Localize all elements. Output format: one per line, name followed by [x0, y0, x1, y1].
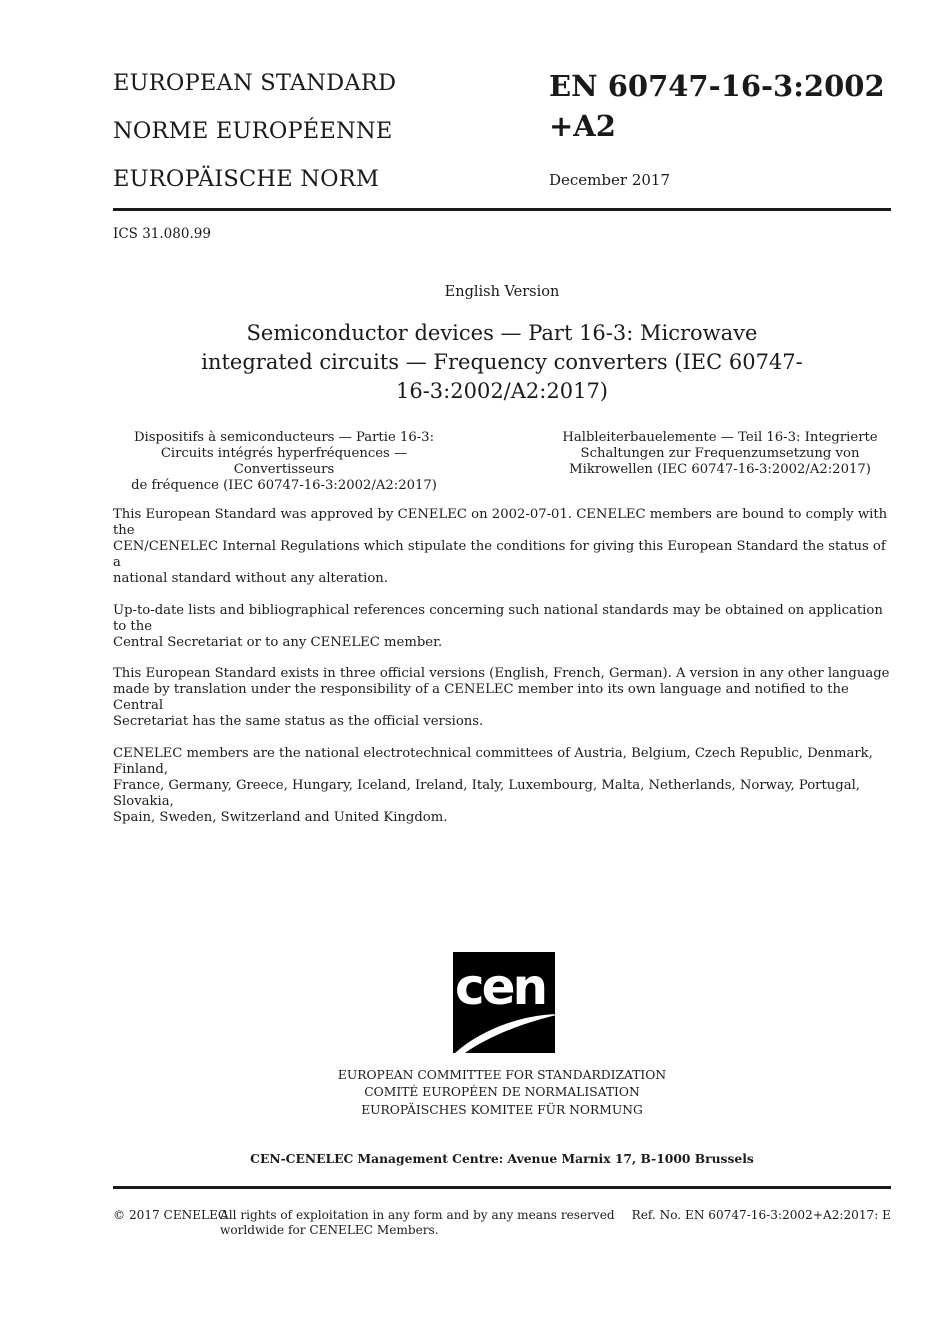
paragraph-line: Secretariat has the same status as the official versions.: [113, 714, 484, 729]
rights-line: worldwide for CENELEC Members.: [220, 1223, 439, 1237]
french-title-line: de fréquence (IEC 60747-16-3:2002/A2:2017): [131, 478, 437, 493]
paragraph-line: CENELEC members are the national electrotechnical committees of Austria, Belgium, Czech Republic, Denmark, Finland,: [113, 745, 873, 777]
document-number-amendment: +A2: [549, 109, 616, 143]
paragraph-line: Up-to-date lists and bibliographical references concerning such national standards may be obtained on application to the: [113, 602, 883, 634]
paragraph-line: national standard without any alteration.: [113, 571, 388, 586]
footer-rule: [113, 1186, 891, 1189]
document-number: [549, 66, 885, 146]
rights-statement: [220, 1208, 615, 1238]
paragraph-line: This European Standard exists in three official versions (English, French, German). A version in any other language: [113, 666, 890, 681]
german-title-line: Schaltungen zur Frequenzumsetzung von: [580, 446, 860, 461]
standard-name-de: EUROPÄISCHE NORM: [113, 166, 380, 192]
version-label: English Version: [444, 284, 560, 300]
reference-number: Ref. No. EN 60747-16-3:2002+A2:2017: E: [631, 1208, 891, 1222]
paragraph-line: Central Secretariat or to any CENELEC member.: [113, 634, 443, 650]
management-centre: CEN-CENELEC Management Centre: Avenue Marnix 17, B-1000 Brussels: [250, 1151, 754, 1166]
ics-code: ICS 31.080.99: [113, 226, 211, 242]
committee-names: [300, 1067, 704, 1119]
french-title: [113, 430, 455, 494]
paragraph-line: made by translation under the responsibility of a CENELEC member into its own language and notified to the Central: [113, 682, 849, 713]
paragraph-line: France, Germany, Greece, Hungary, Iceland, Ireland, Italy, Luxembourg, Malta, Netherlands, Norway, Portugal, Slovakia,: [113, 777, 860, 809]
committee-name-fr: COMITÉ EUROPÉEN DE NORMALISATION: [364, 1085, 640, 1100]
french-title-line: Dispositifs à semiconducteurs — Partie 16-3:: [133, 430, 435, 445]
paragraph-line: This European Standard was approved by CENELEC on 2002-07-01. CENELEC members are bound to comply with the: [113, 507, 888, 538]
versions-paragraph: [113, 666, 891, 730]
cen-logo-icon: [453, 952, 555, 1053]
german-title-line: Halbleiterbauelemente — Teil 16-3: Integrierte: [562, 430, 878, 445]
committee-name-en: EUROPEAN COMMITTEE FOR STANDARDIZATION: [337, 1068, 667, 1082]
approval-paragraph: [113, 507, 891, 587]
document-title: [150, 319, 854, 406]
body-text: [113, 507, 891, 841]
german-title: [549, 430, 891, 478]
title-line: 16-3:2002/A2:2017): [395, 379, 608, 403]
members-paragraph: [113, 746, 891, 826]
german-title-line: Mikrowellen (IEC 60747-16-3:2002/A2:2017): [569, 462, 871, 477]
document-number-main: EN 60747-16-3:2002: [549, 69, 885, 103]
standard-name-en: EUROPEAN STANDARD: [113, 70, 397, 96]
title-line: Semiconductor devices — Part 16-3: Microwave: [246, 321, 758, 345]
french-title-line: Circuits intégrés hyperfréquences — Convertisseurs: [160, 446, 408, 477]
svg-text:cen: cen: [455, 958, 546, 1016]
rights-line: All rights of exploitation in any form and by any means reserved: [220, 1208, 615, 1222]
standard-name-fr: NORME EUROPÉENNE: [113, 118, 393, 144]
header-rule: [113, 208, 891, 211]
title-line: integrated circuits — Frequency converters (IEC 60747-: [201, 350, 803, 374]
publication-date: December 2017: [549, 171, 670, 189]
references-paragraph: [113, 603, 891, 651]
copyright: © 2017 CENELEC: [113, 1208, 228, 1222]
paragraph-line: CEN/CENELEC Internal Regulations which stipulate the conditions for giving this European Standard the status of a: [113, 539, 886, 570]
paragraph-line: Spain, Sweden, Switzerland and United Kingdom.: [113, 809, 448, 825]
committee-name-de: EUROPÄISCHES KOMITEE FÜR NORMUNG: [361, 1102, 643, 1117]
